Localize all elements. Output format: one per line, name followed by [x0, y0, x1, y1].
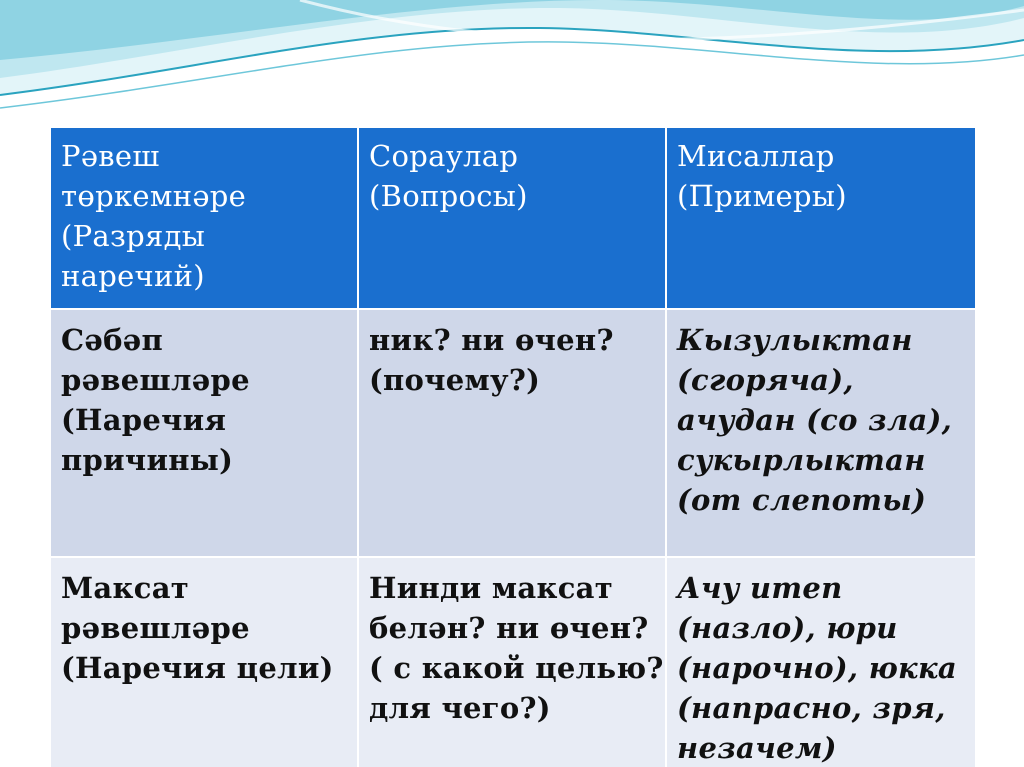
header-line: наречий): [61, 259, 205, 293]
wave-decoration: [0, 0, 1024, 130]
header-cell-examples: [666, 127, 975, 309]
header-line: төркемнәре: [61, 179, 247, 213]
cell-line: Максат: [61, 571, 190, 605]
cell-line: для чего?): [369, 691, 551, 725]
cell-line: ник? ни өчен?: [369, 323, 614, 357]
cell-category: [50, 309, 358, 557]
cell-line: (Наречия: [61, 403, 227, 437]
cell-line: (сгоряча),: [677, 363, 854, 397]
header-line: (Вопросы): [369, 179, 528, 213]
cell-line: рәвешләре: [61, 611, 250, 645]
cell-question: [358, 309, 666, 557]
cell-line: (напрасно, зря,: [677, 691, 946, 725]
table-row-cause: [50, 309, 975, 557]
header-line: Сораулар: [369, 139, 519, 173]
cell-line: причины): [61, 443, 234, 477]
cell-line: ( с какой целью?: [369, 651, 664, 685]
table-header-row: [50, 127, 975, 309]
cell-example: [666, 309, 975, 557]
cell-line: незачем): [677, 731, 837, 765]
cell-line: (назло), юри: [677, 611, 898, 645]
adverb-categories-table: [49, 126, 975, 767]
cell-line: ачудан (со зла),: [677, 403, 953, 437]
header-cell-questions: [358, 127, 666, 309]
header-line: Рәвеш: [61, 139, 160, 173]
cell-line: Кызулыктан: [677, 323, 913, 357]
cell-line: сукырлыктан: [677, 443, 926, 477]
cell-question: [358, 557, 666, 767]
cell-line: Нинди максат: [369, 571, 614, 605]
header-line: (Разряды: [61, 219, 206, 253]
cell-line: Сәбәп: [61, 323, 164, 357]
header-line: (Примеры): [677, 179, 847, 213]
cell-category: [50, 557, 358, 767]
cell-line: (почему?): [369, 363, 541, 397]
cell-line: рәвешләре: [61, 363, 250, 397]
cell-line: Ачу итеп: [677, 571, 843, 605]
cell-example: [666, 557, 975, 767]
cell-line: (Наречия цели): [61, 651, 334, 685]
table-row-purpose: [50, 557, 975, 767]
cell-line: (от слепоты): [677, 483, 927, 517]
table-container: [49, 126, 975, 767]
header-cell-categories: [50, 127, 358, 309]
header-line: Мисаллар: [677, 139, 835, 173]
cell-line: (нарочно), юкка: [677, 651, 957, 685]
cell-line: белән? ни өчен?: [369, 611, 649, 645]
